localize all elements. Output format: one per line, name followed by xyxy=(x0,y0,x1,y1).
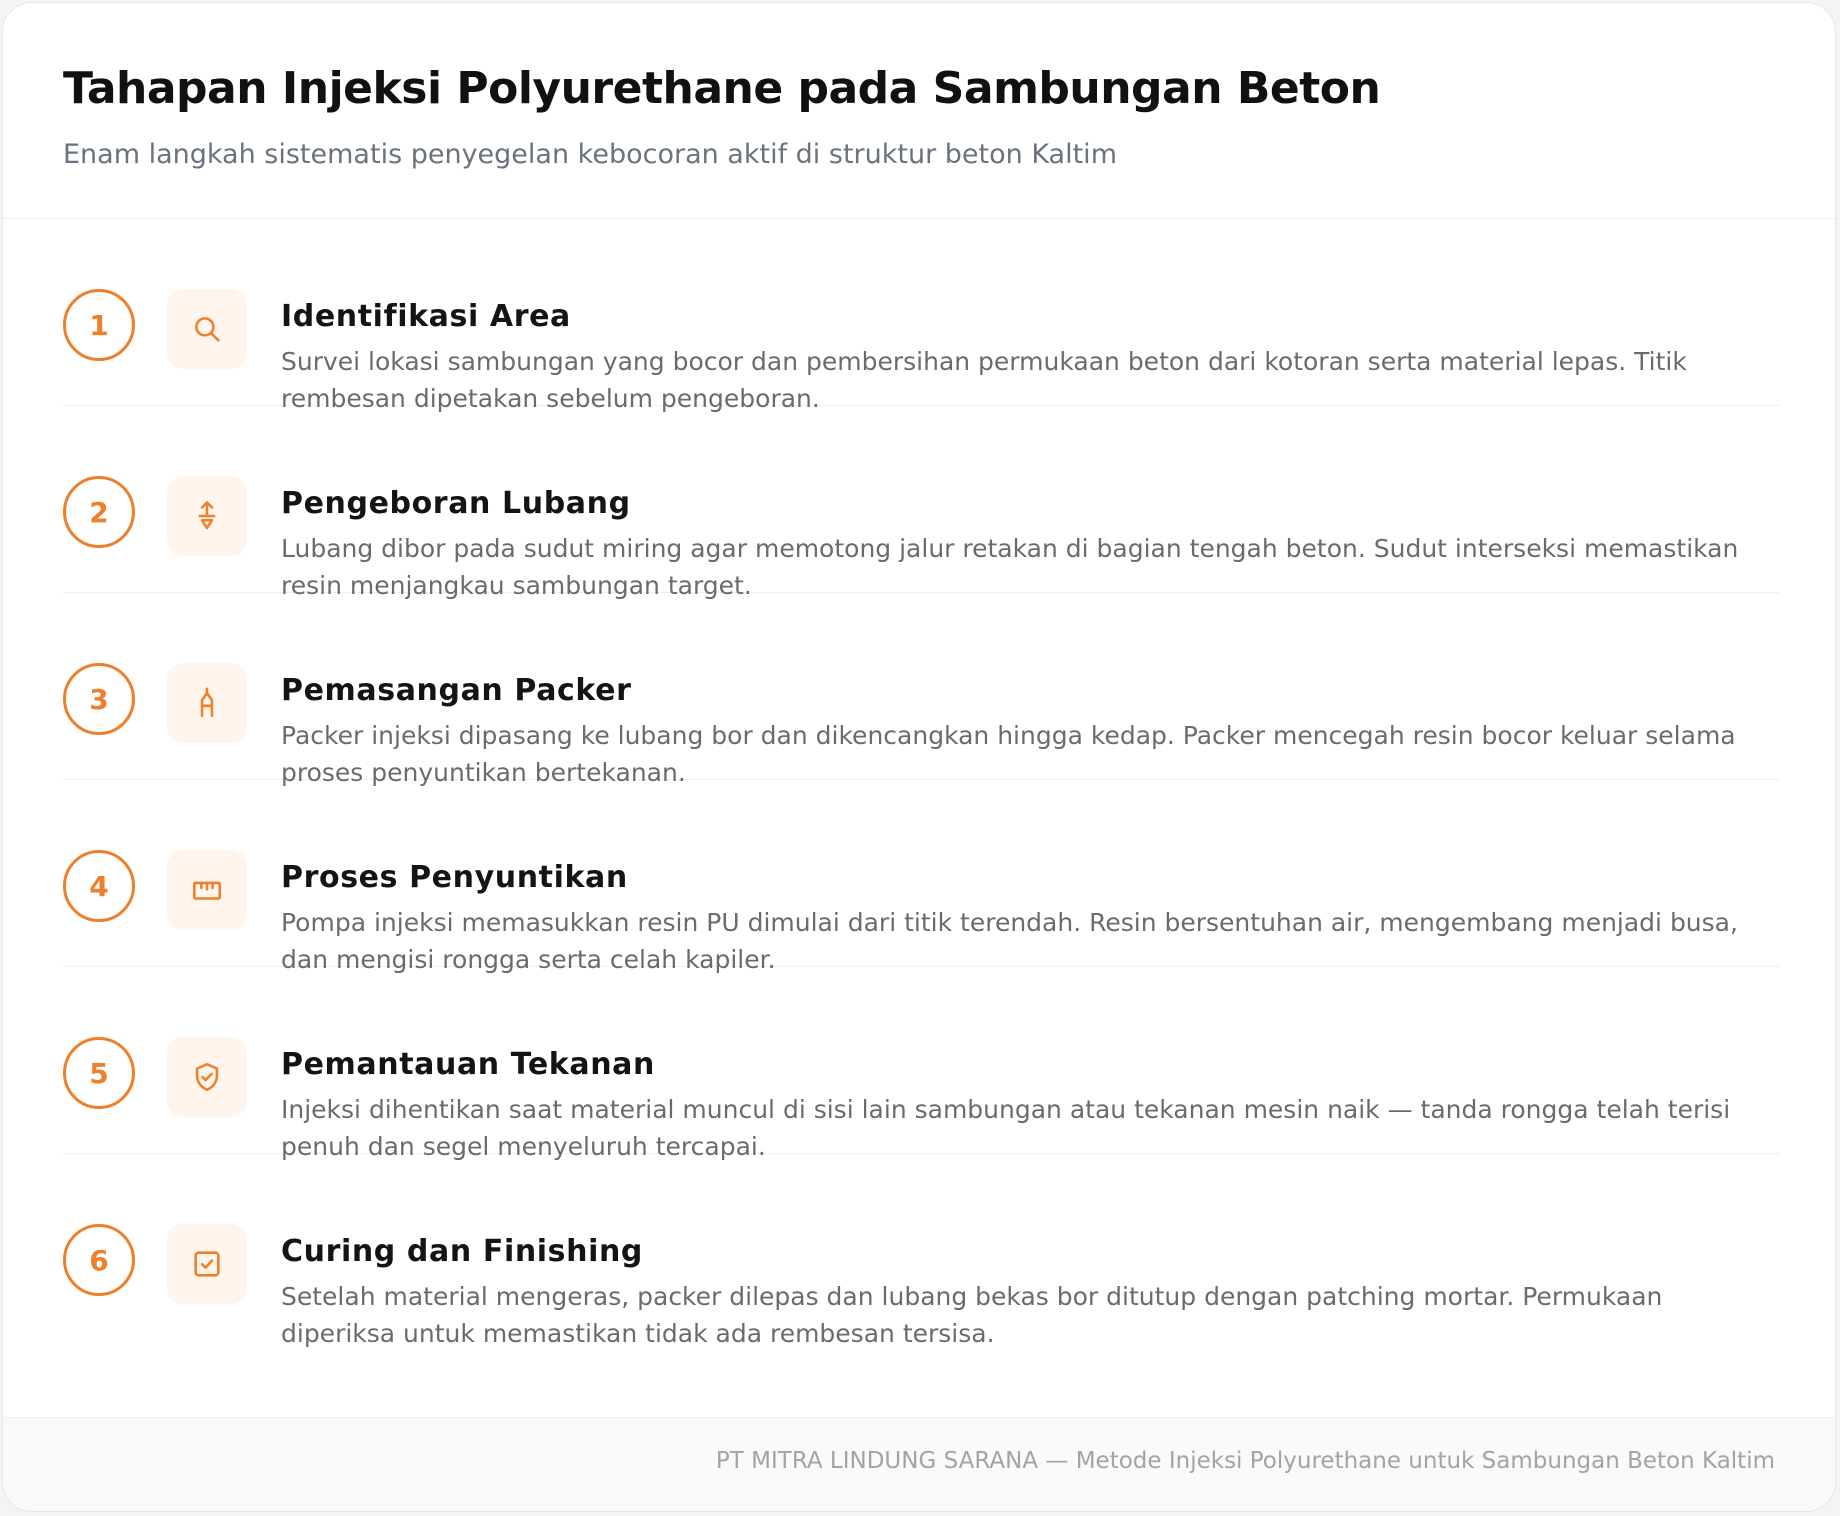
drill-arrows-icon xyxy=(167,476,247,556)
step-number-badge: 3 xyxy=(63,663,135,735)
shield-check-icon xyxy=(167,1037,247,1117)
step-description: Packer injeksi dipasang ke lubang bor dan dikencangkan hingga kedap. Packer mencegah resin bocor keluar selama proses penyuntikan bertekanan. xyxy=(281,721,1736,787)
step-title: Curing dan Finishing xyxy=(281,1234,643,1269)
card-footer xyxy=(3,1417,1835,1511)
step-description: Survei lokasi sambungan yang bocor dan pembersihan permukaan beton dari kotoran serta material lepas. Titik rembesan dipetakan sebelum pengeboran. xyxy=(281,347,1687,413)
step-title: Pemantauan Tekanan xyxy=(281,1047,655,1082)
step-number-badge: 2 xyxy=(63,476,135,548)
step-number-badge: 4 xyxy=(63,850,135,922)
step-item xyxy=(63,406,1779,600)
step-title: Pengeboran Lubang xyxy=(281,486,631,521)
page-subtitle: Enam langkah sistematis penyegelan kebocoran aktif di struktur beton Kaltim xyxy=(63,139,1117,170)
steps-list xyxy=(63,219,1779,1348)
process-card xyxy=(2,2,1836,1512)
step-description: Lubang dibor pada sudut miring agar memotong jalur retakan di bagian tengah beton. Sudut interseksi memastikan resin menjangkau sambungan target. xyxy=(281,534,1739,600)
step-item xyxy=(63,219,1779,413)
search-icon xyxy=(167,289,247,369)
step-item xyxy=(63,967,1779,1161)
step-item xyxy=(63,780,1779,974)
step-item xyxy=(63,593,1779,787)
step-description: Injeksi dihentikan saat material muncul di sisi lain sambungan atau tekanan mesin naik — tanda rongga telah terisi penuh dan segel menyeluruh tercapai. xyxy=(281,1095,1731,1161)
footer-credit: PT MITRA LINDUNG SARANA — Metode Injeksi Polyurethane untuk Sambungan Beton Kaltim xyxy=(715,1448,1775,1474)
step-title: Identifikasi Area xyxy=(281,299,571,334)
step-number-badge: 1 xyxy=(63,289,135,361)
gauge-icon xyxy=(167,850,247,930)
step-title: Proses Penyuntikan xyxy=(281,860,628,895)
step-description: Setelah material mengeras, packer dilepas dan lubang bekas bor ditutup dengan patching mortar. Permukaan diperiksa untuk memastikan tidak ada rembesan tersisa. xyxy=(281,1282,1663,1348)
step-number-badge: 5 xyxy=(63,1037,135,1109)
page-title: Tahapan Injeksi Polyurethane pada Sambungan Beton xyxy=(63,63,1381,114)
step-item xyxy=(63,1154,1779,1348)
checkbox-icon xyxy=(167,1224,247,1304)
step-description: Pompa injeksi memasukkan resin PU dimulai dari titik terendah. Resin bersentuhan air, mengembang menjadi busa, dan mengisi rongga serta celah kapiler. xyxy=(281,908,1738,974)
step-number-badge: 6 xyxy=(63,1224,135,1296)
packer-icon xyxy=(167,663,247,743)
card-header xyxy=(3,3,1835,219)
step-title: Pemasangan Packer xyxy=(281,673,632,708)
